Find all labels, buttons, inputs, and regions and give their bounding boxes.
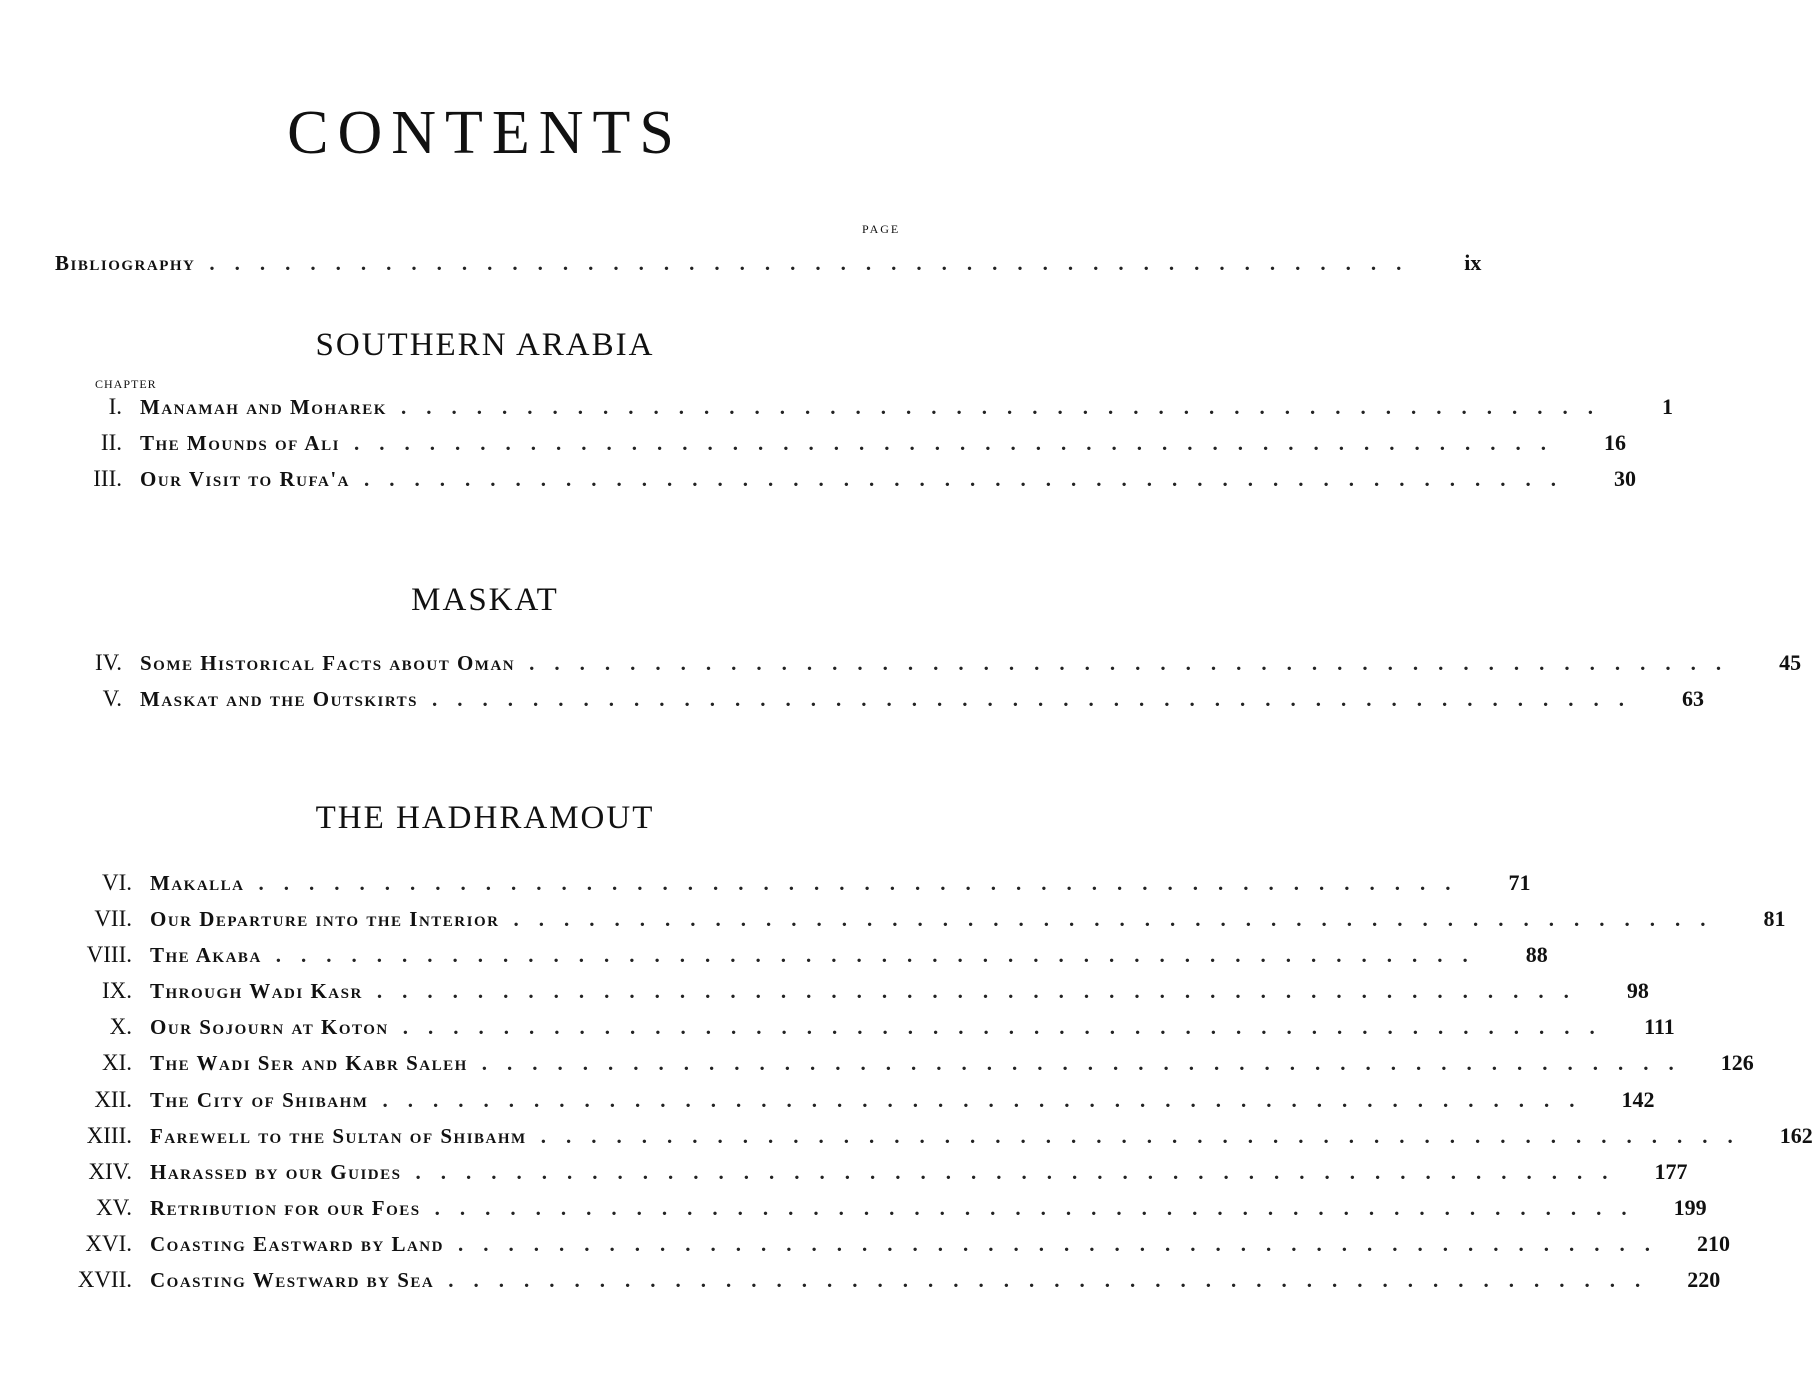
chapter-number: IX. — [101, 978, 132, 1003]
entry-page: 1 — [1661, 394, 1673, 419]
section-heading: THE HADHRAMOUT — [315, 800, 655, 836]
entry-title: Makalla — [150, 871, 245, 895]
chapter-number: III. — [93, 466, 122, 491]
entry-title: The City of Shibahm — [150, 1088, 369, 1112]
leader-dots: ................................................ — [513, 907, 1726, 931]
chapter-number: IV. — [94, 650, 122, 675]
entry-title: Our Departure into the Interior — [150, 907, 500, 931]
toc-entry[interactable] — [45, 466, 1637, 498]
chapter-number: XI. — [101, 1050, 132, 1075]
bibliography-entry[interactable] — [55, 250, 1482, 282]
entry-page: 88 — [1525, 942, 1548, 967]
entry-title: Our Visit to Rufa'a — [140, 467, 351, 491]
toc-entry[interactable] — [45, 394, 1673, 426]
entry-title: Bibliography — [55, 251, 196, 275]
leader-dots: ................................................ — [434, 1196, 1647, 1220]
leader-dots: ................................................ — [457, 1232, 1670, 1256]
toc-entry[interactable] — [55, 1195, 1707, 1227]
entry-title: Retribution for our Foes — [150, 1196, 421, 1220]
toc-entry[interactable] — [55, 1087, 1655, 1119]
entry-page: 162 — [1779, 1123, 1813, 1148]
leader-dots: ................................................ — [529, 651, 1742, 675]
toc-entry[interactable] — [55, 942, 1548, 974]
toc-entry[interactable] — [55, 1159, 1688, 1191]
entry-title: Through Wadi Kasr — [150, 979, 363, 1003]
entry-title: The Akaba — [150, 943, 262, 967]
toc-entry[interactable] — [55, 978, 1649, 1010]
chapter-column-label: CHAPTER — [95, 377, 157, 391]
leader-dots: ................................................ — [382, 1088, 1595, 1112]
chapter-number: XIII. — [86, 1123, 132, 1148]
entry-page: ix — [1464, 250, 1482, 275]
chapter-number: X. — [109, 1014, 132, 1039]
entry-page: 199 — [1673, 1195, 1707, 1220]
leader-dots: ................................................ — [402, 1015, 1615, 1039]
leader-dots: ................................................ — [400, 395, 1613, 419]
entry-page: 126 — [1720, 1050, 1754, 1075]
entry-title: Harassed by our Guides — [150, 1160, 402, 1184]
section-heading: MASKAT — [411, 582, 559, 618]
entry-page: 63 — [1681, 686, 1704, 711]
entry-page: 71 — [1508, 870, 1531, 895]
leader-dots: ................................................ — [481, 1051, 1694, 1075]
entry-title: The Mounds of Ali — [140, 431, 340, 455]
entry-page: 16 — [1603, 430, 1626, 455]
toc-entry[interactable] — [45, 686, 1704, 718]
toc-entry[interactable] — [55, 1231, 1730, 1263]
entry-title: Coasting Eastward by Land — [150, 1232, 444, 1256]
chapter-number: XVII. — [77, 1267, 132, 1292]
chapter-number: XVI. — [85, 1231, 132, 1256]
chapter-number: I. — [108, 394, 122, 419]
entry-title: Farewell to the Sultan of Shibahm — [150, 1124, 527, 1148]
leader-dots: ................................................ — [540, 1124, 1753, 1148]
leader-dots: ................................................ — [364, 467, 1577, 491]
toc-entry[interactable] — [55, 1014, 1675, 1046]
leader-dots: ................................................ — [448, 1268, 1661, 1292]
toc-entry[interactable] — [45, 430, 1626, 462]
entry-title: Some Historical Facts about Oman — [140, 651, 516, 675]
chapter-number: VIII. — [86, 942, 132, 967]
entry-title: Coasting Westward by Sea — [150, 1268, 435, 1292]
page-column-label: PAGE — [862, 222, 901, 236]
leader-dots: ................................................ — [415, 1160, 1628, 1184]
chapter-number: XV. — [95, 1195, 132, 1220]
entry-page: 45 — [1779, 650, 1802, 675]
entry-title: Maskat and the Outskirts — [140, 687, 418, 711]
entry-page: 142 — [1621, 1087, 1655, 1112]
toc-entry[interactable] — [55, 870, 1531, 902]
entry-page: 210 — [1696, 1231, 1730, 1256]
chapter-number: VI. — [101, 870, 132, 895]
chapter-number: V. — [102, 686, 122, 711]
toc-entry[interactable] — [45, 650, 1802, 682]
entry-page: 98 — [1626, 978, 1649, 1003]
leader-dots: ................................................ — [431, 687, 1644, 711]
leader-dots: ................................................ — [209, 251, 1422, 275]
entry-page: 220 — [1687, 1267, 1721, 1292]
entry-page: 111 — [1644, 1014, 1675, 1039]
leader-dots: ................................................ — [258, 871, 1471, 895]
entry-page: 30 — [1614, 466, 1637, 491]
toc-entry[interactable] — [55, 1050, 1754, 1082]
entry-title: Our Sojourn at Koton — [150, 1015, 389, 1039]
entry-title: The Wadi Ser and Kabr Saleh — [150, 1051, 468, 1075]
page-title: CONTENTS — [287, 99, 683, 167]
leader-dots: ................................................ — [275, 943, 1488, 967]
section-heading: SOUTHERN ARABIA — [315, 327, 655, 363]
chapter-number: XIV. — [88, 1159, 132, 1184]
leader-dots: ................................................ — [353, 431, 1566, 455]
toc-entry[interactable] — [55, 1267, 1721, 1299]
chapter-number: VII. — [94, 906, 132, 931]
chapter-number: XII. — [94, 1087, 132, 1112]
toc-entry[interactable] — [55, 906, 1786, 938]
leader-dots: ................................................ — [376, 979, 1589, 1003]
toc-entry[interactable] — [55, 1123, 1813, 1155]
entry-title: Manamah and Moharek — [140, 395, 387, 419]
chapter-number: II. — [100, 430, 122, 455]
entry-page: 177 — [1654, 1159, 1688, 1184]
entry-page: 81 — [1763, 906, 1786, 931]
